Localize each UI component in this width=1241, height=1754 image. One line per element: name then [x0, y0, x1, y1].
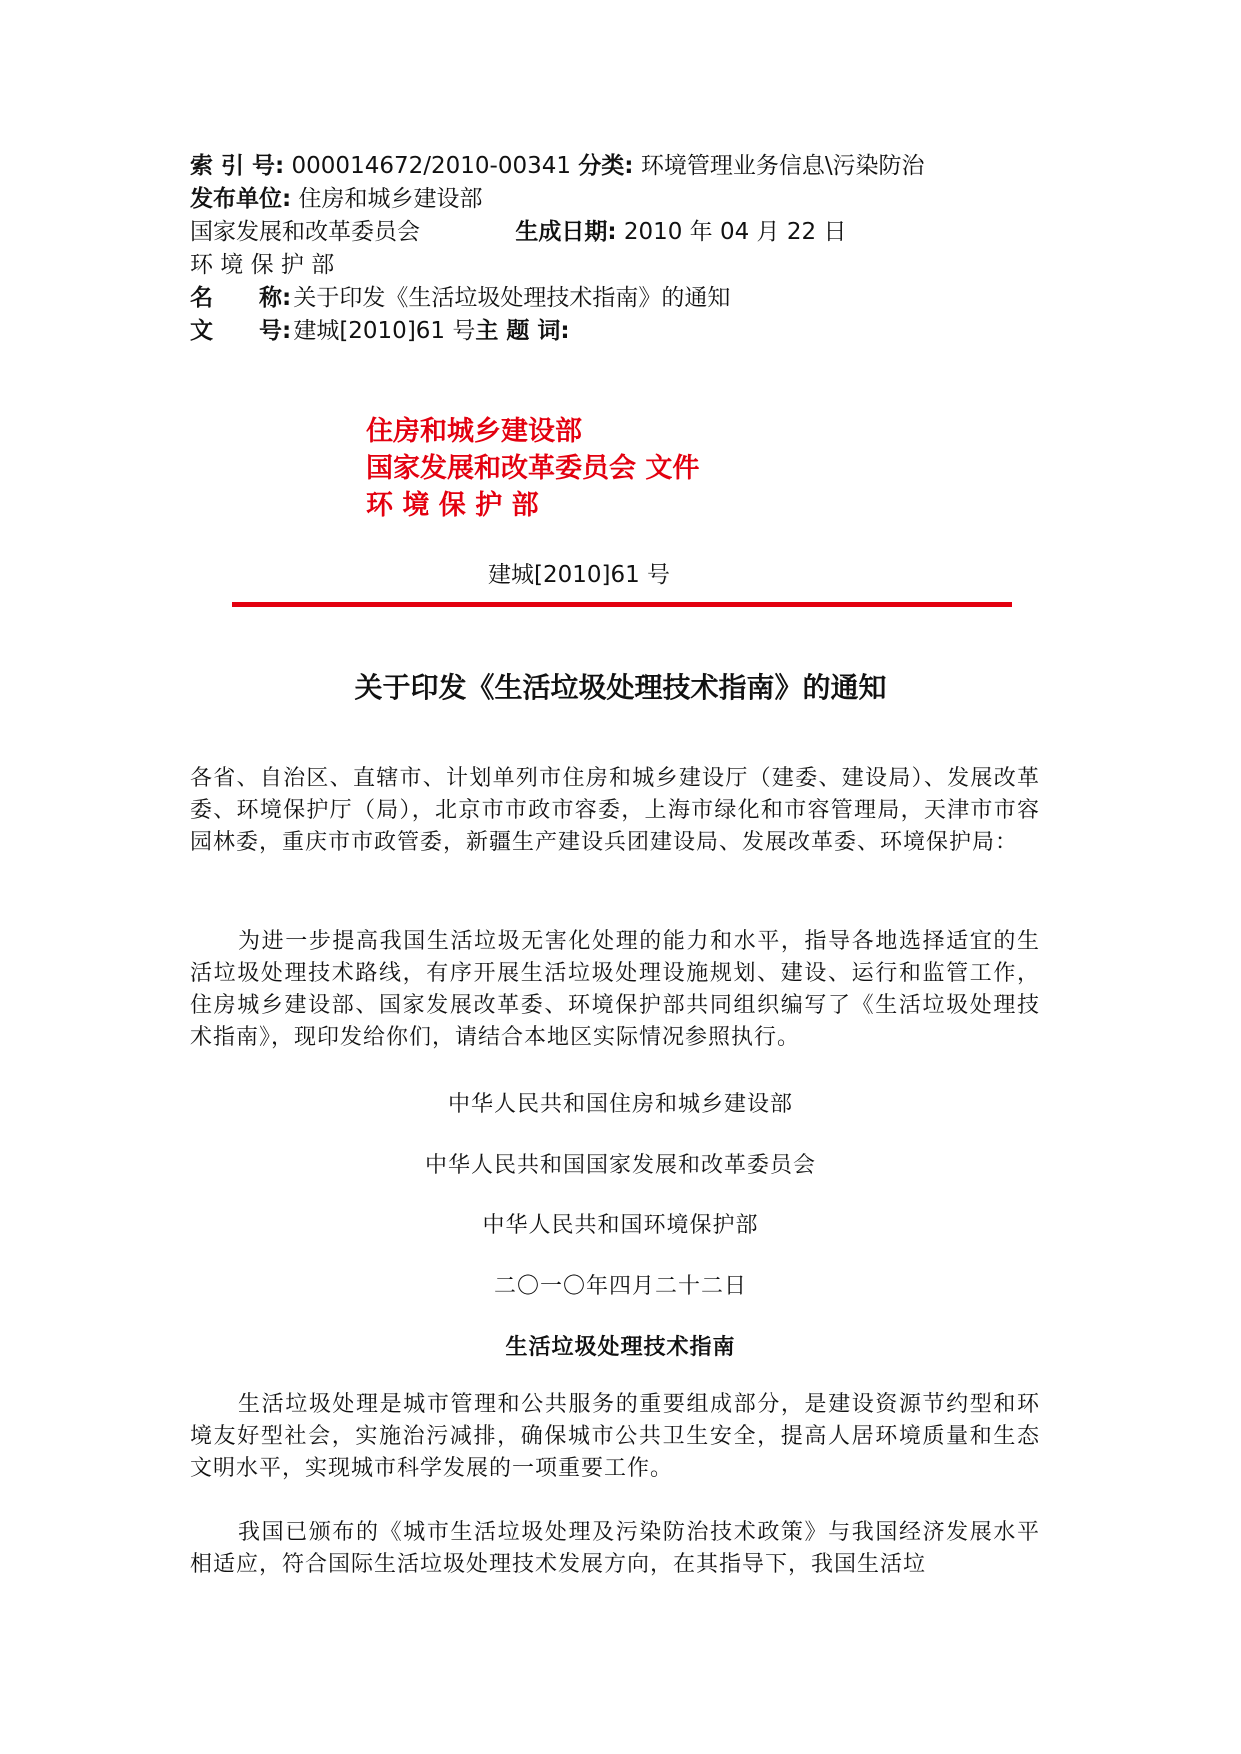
- date-label: 生成日期:: [515, 219, 617, 245]
- meta-row-issuer-date: [190, 216, 1090, 249]
- issuer-2: 国家发展和改革委员会: [190, 219, 420, 245]
- metadata-block: [190, 150, 1090, 348]
- signatory-3: 中华人民共和国环境保护部: [482, 1213, 759, 1238]
- meta-row-docno: [190, 315, 1090, 348]
- keywords-label: 主 题 词:: [475, 318, 570, 344]
- index-label: 索 引 号:: [190, 153, 285, 179]
- name-value: 关于印发《生活垃圾处理技术指南》的通知: [293, 285, 731, 311]
- red-divider: [232, 602, 1012, 607]
- name-label: 名 称:: [190, 285, 292, 311]
- signatory-2: 中华人民共和国国家发展和改革委员会: [424, 1153, 816, 1178]
- meta-row-index: [190, 150, 1090, 183]
- document-number: 建城[2010]61 号: [488, 562, 671, 588]
- red-letterhead: [366, 413, 699, 524]
- body-paragraph-1: 为进一步提高我国生活垃圾无害化处理的能力和水平，指导各地选择适宜的生活垃圾处理技术路线，有序开展生活垃圾处理设施规划、建设、运行和监管工作，住房城乡建设部、国家发展改革委、环境保护部共同组织编写了《生活垃圾处理技术指南》，现印发给你们，请结合本地区实际情况参照执行。: [190, 929, 1040, 1050]
- addressees-paragraph: 各省、自治区、直辖市、计划单列市住房和城乡建设厅（建委、建设局）、发展改革委、环境保护厅（局），北京市市政市容委，上海市绿化和市容管理局，天津市市容园林委，重庆市市政管委，新疆生产建设兵团建设局、发展改革委、环境保护局：: [190, 766, 1040, 855]
- index-value: 000014672/2010-00341: [291, 153, 571, 179]
- signature-date: 二〇一〇年四月二十二日: [493, 1274, 747, 1299]
- signatory-1: 中华人民共和国住房和城乡建设部: [447, 1092, 793, 1117]
- date-value: 2010 年 04 月 22 日: [623, 219, 847, 245]
- meta-row-issuer-3: [190, 249, 1090, 282]
- issuer-label: 发布单位:: [190, 186, 292, 212]
- docno-label: 文 号:: [190, 318, 292, 344]
- body-paragraph-2: 生活垃圾处理是城市管理和公共服务的重要组成部分，是建设资源节约型和环境友好型社会，实施治污减排，确保城市公共卫生安全，提高人居环境质量和生态文明水平，实现城市科学发展的一项重要工作。: [190, 1392, 1040, 1481]
- category-label: 分类:: [578, 153, 634, 179]
- guide-title: 生活垃圾处理技术指南: [505, 1334, 736, 1360]
- docno-value: 建城[2010]61 号: [293, 318, 476, 344]
- letterhead-line-1: 住房和城乡建设部: [366, 416, 582, 447]
- issuer-3: 环 境 保 护 部: [190, 252, 335, 278]
- document-title: 关于印发《生活垃圾处理技术指南》的通知: [354, 671, 887, 704]
- category-value: 环境管理业务信息\污染防治: [640, 153, 925, 179]
- letterhead-line-2: 国家发展和改革委员会 文件: [366, 453, 700, 484]
- issuer-1: 住房和城乡建设部: [298, 186, 483, 212]
- meta-row-issuer: [190, 183, 1090, 216]
- body-paragraph-3: 我国已颁布的《城市生活垃圾处理及污染防治技术政策》与我国经济发展水平相适应，符合国际生活垃圾处理技术发展方向，在其指导下，我国生活垃: [190, 1520, 1040, 1577]
- letterhead-line-3: 环 境 保 护 部: [366, 490, 539, 521]
- meta-row-name: [190, 282, 1090, 315]
